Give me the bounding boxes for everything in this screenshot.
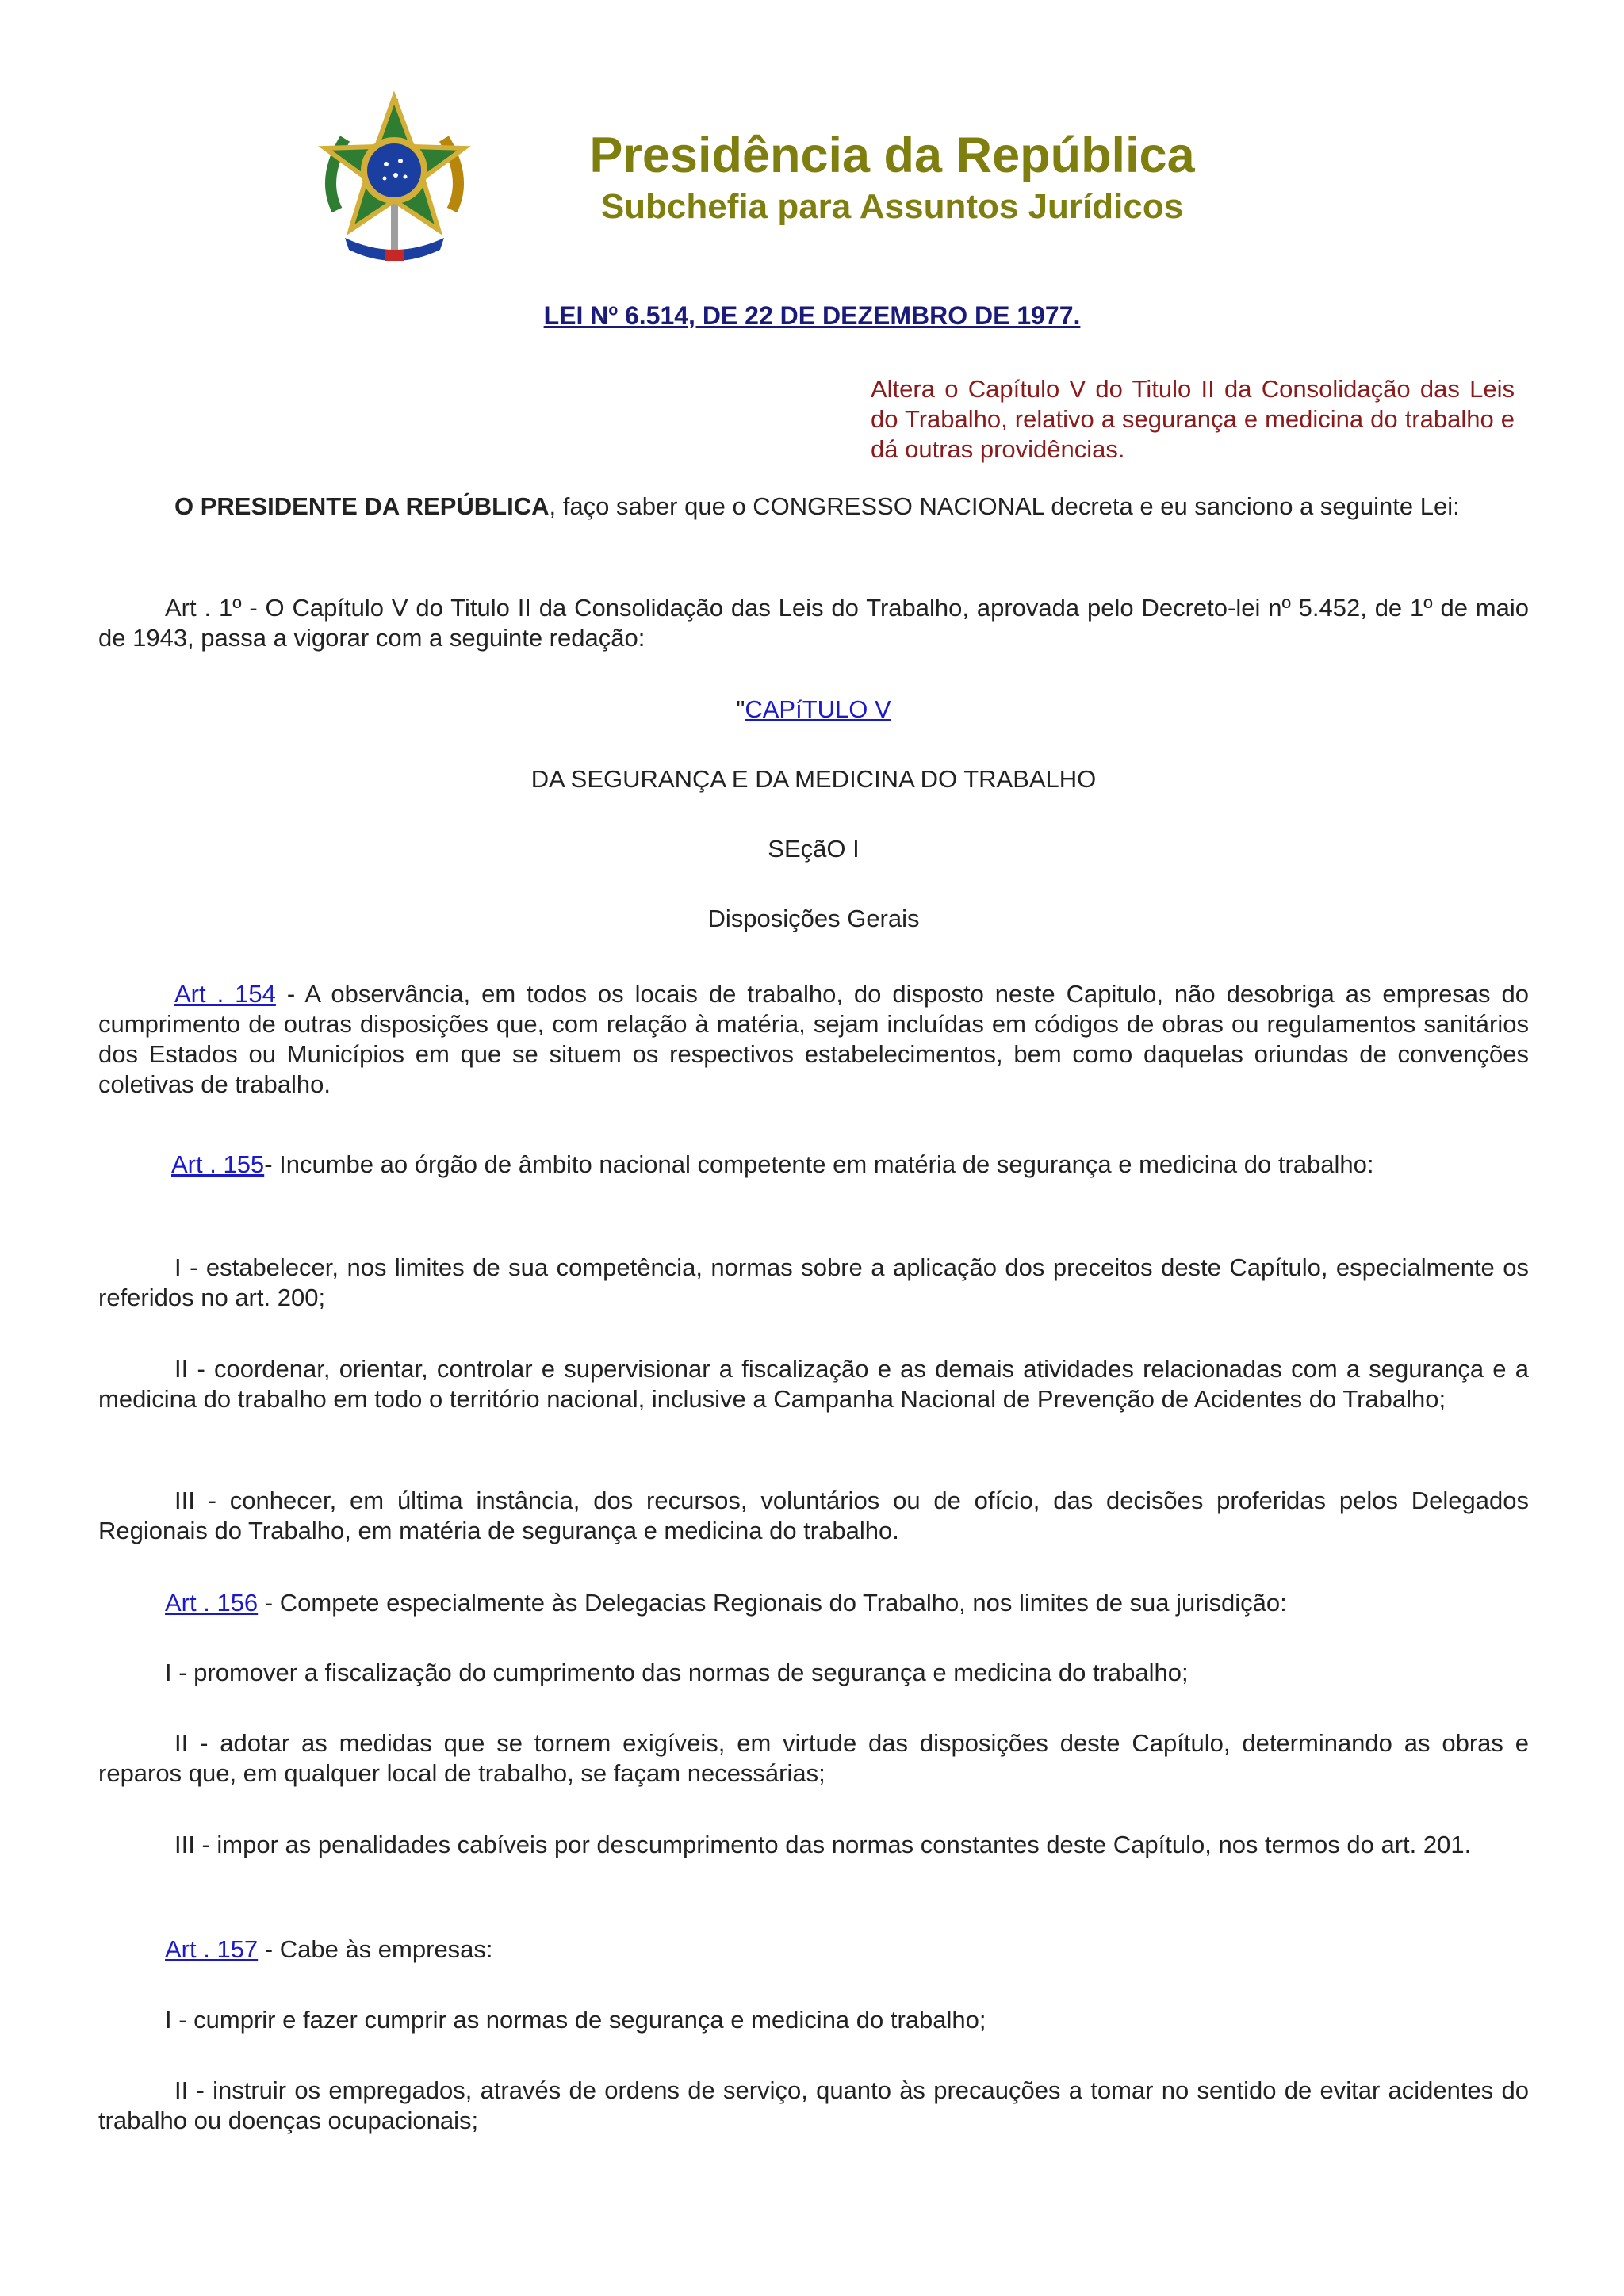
law-title[interactable] bbox=[0, 301, 1624, 331]
article-156-text: - Compete especialmente às Delegacias Regionais do Trabalho, nos limites de sua jurisdição: bbox=[258, 1589, 1287, 1617]
section-heading: SEçãO I bbox=[768, 835, 860, 863]
article-155-link[interactable]: Art . 155 bbox=[171, 1150, 265, 1178]
section-title: Disposições Gerais bbox=[707, 905, 920, 932]
chapter-heading bbox=[98, 695, 1529, 725]
chapter-link[interactable]: CAPíTULO V bbox=[745, 695, 891, 723]
article-155 bbox=[98, 1150, 1450, 1180]
article-154-link[interactable]: Art . 154 bbox=[174, 980, 276, 1008]
article-157 bbox=[98, 1934, 1529, 1965]
preamble-bold: O PRESIDENTE DA REPÚBLICA bbox=[174, 492, 550, 520]
article-156 bbox=[98, 1588, 1529, 1618]
header-title: Presidência da República bbox=[589, 128, 1195, 183]
article-156-item: I - promover a fiscalização do cumprimento das normas de segurança e medicina do trabalho; bbox=[165, 1659, 1189, 1686]
article-155-text: - Incumbe ao órgão de âmbito nacional competente em matéria de segurança e medicina do trabalho: bbox=[264, 1150, 1374, 1178]
article-157-item: I - cumprir e fazer cumprir as normas de segurança e medicina do trabalho; bbox=[165, 2006, 986, 2034]
article-155-item: III - conhecer, em última instância, dos recursos, voluntários ou de ofício, das decisões proferidas pelos Delegados Regionais do Trabalho, em matéria de segurança e medicina do trabalho. bbox=[98, 1487, 1529, 1544]
article-156-link[interactable]: Art . 156 bbox=[165, 1589, 259, 1617]
article-154-text: - A observância, em todos os locais de trabalho, do disposto neste Capitulo, não desobriga as empresas do cumprimento de outras disposições que, com relação à matéria, sejam incluídas em códigos de obras ou regulamentos sanitários dos Estados ou Municípios em que se situem os respectivos estabelecimentos, bem como daquelas oriundas de convenções coletivas de trabalho. bbox=[98, 980, 1529, 1098]
article-157-item: II - instruir os empregados, através de ordens de serviço, quanto às precauções a tomar no sentido de evitar acidentes do trabalho ou doenças ocupacionais; bbox=[98, 2076, 1529, 2134]
article-156-item: III - impor as penalidades cabíveis por descumprimento das normas constantes deste Capítulo, nos termos do art. 201. bbox=[174, 1831, 1472, 1858]
coat-of-arms-icon bbox=[313, 91, 476, 270]
article-155-item: II - coordenar, orientar, controlar e supervisionar a fiscalização e as demais atividades relacionadas com a segurança e a medicina do trabalho em todo o território nacional, inclusive a Campanha Nacional de Prevenção de Acidentes do Trabalho; bbox=[98, 1355, 1529, 1413]
preamble bbox=[98, 492, 1529, 522]
law-summary: Altera o Capítulo V do Titulo II da Consolidação das Leis do Trabalho, relativo a segurança e medicina do trabalho e dá outras providências. bbox=[871, 375, 1515, 463]
article-154 bbox=[98, 979, 1529, 1100]
preamble-text: , faço saber que o CONGRESSO NACIONAL decreta e eu sanciono a seguinte Lei: bbox=[549, 492, 1460, 520]
law-title-text[interactable]: LEI Nº 6.514, DE 22 DE DEZEMBRO DE 1977. bbox=[543, 301, 1081, 330]
article-157-link[interactable]: Art . 157 bbox=[165, 1935, 259, 1963]
article-155-item: I - estabelecer, nos limites de sua competência, normas sobre a aplicação dos preceitos deste Capítulo, especialmente os referidos no art. 200; bbox=[98, 1253, 1529, 1311]
header-subtitle: Subchefia para Assuntos Jurídicos bbox=[600, 187, 1184, 226]
article-156-item: II - adotar as medidas que se tornem exigíveis, em virtude das disposições deste Capítulo, determinando as obras e reparos que, em qualquer local de trabalho, se façam necessárias; bbox=[98, 1729, 1529, 1787]
chapter-quote: " bbox=[736, 695, 745, 723]
article-157-text: - Cabe às empresas: bbox=[258, 1935, 493, 1963]
article-1: Art . 1º - O Capítulo V do Titulo II da Consolidação das Leis do Trabalho, aprovada pelo Decreto-lei nº 5.452, de 1º de maio de 1943, passa a vigorar com a seguinte redação: bbox=[98, 594, 1529, 652]
chapter-title: DA SEGURANÇA E DA MEDICINA DO TRABALHO bbox=[530, 765, 1097, 793]
